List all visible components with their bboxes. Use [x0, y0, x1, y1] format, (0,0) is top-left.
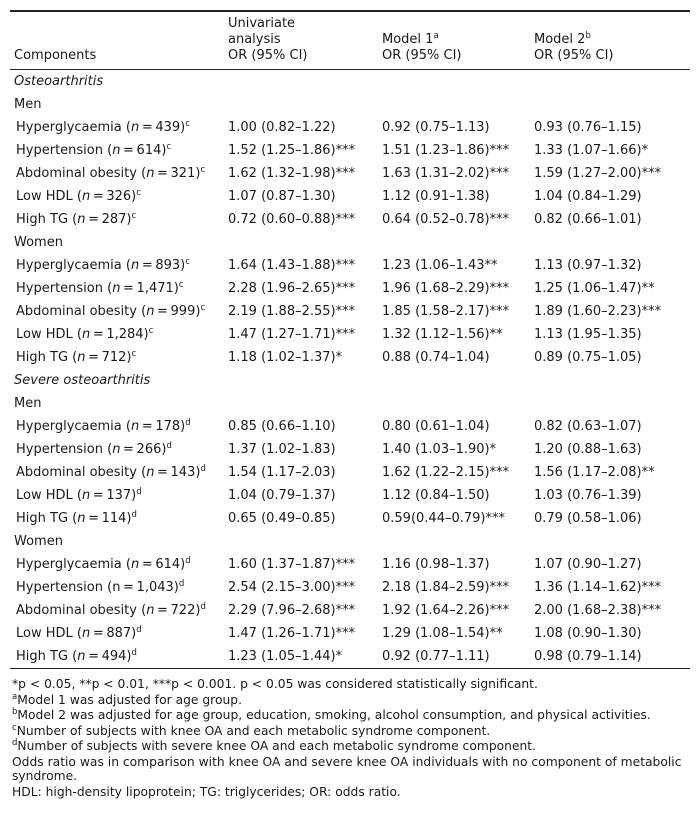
univariate-cell: 0.72 (0.60–0.88)***: [228, 212, 356, 227]
footnote-marker: d: [136, 625, 142, 635]
footnote-marker: d: [185, 556, 191, 566]
header-model1: Model 1$^a$ OR (95% CI): [382, 31, 462, 63]
n-count: 266: [136, 442, 162, 457]
header-univariate: Univariate analysis OR (95% CI): [228, 16, 308, 63]
component-cell: High TG (n = 114)$^d$: [16, 510, 137, 526]
n-symbol: n: [146, 465, 155, 480]
component-label: Hypertension: [16, 143, 103, 158]
table-row: [10, 300, 690, 323]
abbreviations-note: HDL: high-density lipoprotein; TG: triglycerides; OR: odds ratio.: [12, 784, 401, 799]
model1-cell: 1.40 (1.03–1.90)*: [382, 442, 497, 457]
footnote-letter: d: [12, 738, 18, 748]
component-label: Low HDL: [16, 488, 73, 503]
component-cell: Abdominal obesity (n = 999)$^c$: [16, 303, 206, 319]
univariate-cell: 1.07 (0.87–1.30): [228, 189, 336, 204]
component-label: Abdominal obesity: [16, 166, 137, 181]
footnote-marker: c: [131, 349, 137, 359]
footnote-marker: c: [178, 280, 184, 290]
model1-cell: 1.12 (0.84–1.50): [382, 488, 490, 503]
table-row: [10, 622, 690, 645]
component-label: Low HDL: [16, 189, 73, 204]
n-symbol: n: [81, 189, 91, 204]
component-cell: Hyperglycaemia (n = 178)$^d$: [16, 418, 191, 434]
n-count: 178: [155, 419, 181, 434]
significance-note: *p < 0.05, **p < 0.01, ***p < 0.001. p < 0.05 was considered statistically significant.: [12, 677, 538, 691]
model2-cell: 1.04 (0.84–1.29): [534, 189, 642, 204]
model1-cell: 1.16 (0.98–1.37): [382, 557, 490, 572]
table-row: [10, 323, 690, 346]
n-count: 143: [170, 465, 196, 480]
univariate-cell: 1.52 (1.25–1.86)***: [228, 143, 356, 158]
component-label: High TG: [16, 212, 69, 227]
n-count: 114: [101, 511, 127, 526]
n-symbol: n: [130, 419, 140, 434]
group-row: [10, 231, 690, 254]
footnote-marker: d: [131, 510, 137, 520]
n-symbol: n: [112, 143, 121, 158]
model2-cell: 0.79 (0.58–1.06): [534, 511, 642, 526]
model1-cell: 1.63 (1.31–2.02)***: [382, 166, 510, 181]
table-header: [10, 11, 690, 70]
univariate-cell: 1.60 (1.37–1.87)***: [228, 557, 356, 572]
n-count: 614: [155, 557, 181, 572]
model1-cell: 1.32 (1.12–1.56)**: [382, 327, 503, 342]
univariate-cell: 2.29 (7.96–2.68)***: [228, 603, 356, 618]
model2-cell: 1.36 (1.14–1.62)***: [534, 580, 662, 595]
footnote-text: Model 2 was adjusted for age group, education, smoking, alcohol consumption, and physical activities.: [17, 708, 651, 722]
n-count: 494: [101, 649, 127, 664]
n-count: 326: [106, 189, 132, 204]
section-title: Severe osteoarthritis: [14, 373, 151, 388]
univariate-cell: 0.65 (0.49–0.85): [228, 511, 336, 526]
n-symbol: n: [112, 580, 121, 595]
component-cell: Abdominal obesity (n = 722)$^d$: [16, 602, 206, 618]
component-label: Hyperglycaemia: [16, 557, 122, 572]
component-cell: Hyperglycaemia (n = 614)$^d$: [16, 556, 191, 572]
footnote: [12, 693, 690, 708]
group-title: Women: [14, 235, 63, 250]
univariate-cell: 1.00 (0.82–1.22): [228, 120, 336, 135]
component-cell: Low HDL (n = 887)$^d$: [16, 625, 142, 641]
component-cell: Low HDL (n = 1,284)$^c$: [16, 326, 154, 342]
model2-cell: 1.08 (0.90–1.30): [534, 626, 642, 641]
model1-cell: 1.51 (1.23–1.86)***: [382, 143, 510, 158]
model1-cell: 1.62 (1.22–2.15)***: [382, 465, 510, 480]
footnote-letter: b: [12, 707, 18, 717]
table-body: [10, 70, 690, 669]
footnote-text: Model 1 was adjusted for age group.: [17, 692, 243, 707]
univariate-cell: 1.47 (1.26–1.71)***: [228, 626, 356, 641]
component-cell: Low HDL (n = 137)$^d$: [16, 487, 142, 503]
n-count: 722: [170, 603, 196, 618]
component-label: Hyperglycaemia: [16, 120, 122, 135]
section-title: Osteoarthritis: [14, 74, 104, 89]
univariate-cell: 2.28 (1.96–2.65)***: [228, 281, 356, 296]
footnote: [12, 708, 690, 723]
header-components: Components: [14, 48, 97, 63]
n-count: 137: [106, 488, 132, 503]
footnote-marker: c: [185, 119, 190, 129]
table-row: [10, 139, 690, 162]
table-row: [10, 645, 690, 669]
table-row: [10, 415, 690, 438]
footnote-letter: c: [12, 722, 17, 733]
model2-cell: 1.07 (0.90–1.27): [534, 557, 642, 572]
model1-cell: 0.64 (0.52–0.78)***: [382, 212, 510, 227]
component-label: Abdominal obesity: [16, 603, 137, 618]
n-count: 439: [155, 120, 181, 135]
footnote-marker: d: [200, 602, 206, 612]
model1-cell: 0.59(0.44–0.79)***: [382, 511, 505, 526]
footnote-marker: c: [148, 326, 154, 336]
univariate-cell: 1.62 (1.32–1.98)***: [228, 166, 356, 181]
model1-cell: 1.23 (1.06–1.43**: [382, 258, 498, 273]
model2-cell: 1.20 (0.88–1.63): [534, 442, 642, 457]
component-label: High TG: [16, 649, 69, 664]
model1-cell: 1.12 (0.91–1.38): [382, 189, 490, 204]
n-symbol: n: [130, 120, 140, 135]
component-label: High TG: [16, 511, 69, 526]
group-title: Men: [14, 396, 42, 411]
table-row: [10, 254, 690, 277]
n-symbol: n: [112, 281, 121, 296]
footnote-marker: c: [200, 303, 206, 313]
model1-cell: 1.29 (1.08–1.54)**: [382, 626, 503, 641]
component-label: Hyperglycaemia: [16, 258, 122, 273]
component-cell: High TG (n = 712)$^c$: [16, 349, 137, 365]
model2-cell: 0.93 (0.76–1.15): [534, 120, 642, 135]
component-label: Abdominal obesity: [16, 465, 137, 480]
component-cell: Hypertension (n = 614)$^c$: [16, 142, 172, 158]
table-row: [10, 599, 690, 622]
n-count: 1,284: [106, 327, 144, 342]
component-cell: Hyperglycaemia (n = 439)$^c$: [16, 119, 190, 135]
table-row: [10, 346, 690, 369]
group-row: [10, 93, 690, 116]
table-row: [10, 277, 690, 300]
univariate-cell: 1.18 (1.02–1.37)*: [228, 350, 343, 365]
component-label: Low HDL: [16, 626, 73, 641]
n-symbol: n: [130, 258, 140, 273]
footnote-letter: a: [12, 691, 18, 702]
component-label: Hypertension: [16, 442, 103, 457]
n-count: 887: [106, 626, 132, 641]
model2-cell: 1.33 (1.07–1.66)*: [534, 143, 649, 158]
model1-cell: 1.92 (1.64–2.26)***: [382, 603, 510, 618]
table-row: [10, 438, 690, 461]
univariate-cell: 0.85 (0.66–1.10): [228, 419, 336, 434]
footnote-marker: d: [136, 487, 142, 497]
model2-cell: 1.89 (1.60–2.23)***: [534, 304, 662, 319]
component-cell: Hypertension (n = 1,471)$^c$: [16, 280, 184, 296]
table-row: [10, 162, 690, 185]
model2-cell: 1.13 (1.95–1.35): [534, 327, 642, 342]
footnote: [12, 739, 690, 754]
model2-cell: 0.98 (0.79–1.14): [534, 649, 642, 664]
n-count: 614: [136, 143, 162, 158]
n-count: 287: [101, 212, 127, 227]
component-label: High TG: [16, 350, 69, 365]
component-label: Low HDL: [16, 327, 73, 342]
group-title: Men: [14, 97, 42, 112]
n-symbol: n: [146, 603, 155, 618]
footnote-list: [10, 693, 690, 754]
model2-cell: 1.59 (1.27–2.00)***: [534, 166, 662, 181]
model1-cell: 0.88 (0.74–1.04): [382, 350, 490, 365]
univariate-cell: 2.54 (2.15–3.00)***: [228, 580, 356, 595]
n-count: 999: [170, 304, 196, 319]
footnote-text: Number of subjects with knee OA and each metabolic syndrome component.: [16, 723, 491, 738]
footnote-text: Number of subjects with severe knee OA and each metabolic syndrome component.: [17, 739, 537, 753]
component-label: Hyperglycaemia: [16, 419, 122, 434]
n-symbol: n: [77, 212, 86, 227]
comparison-note: Odds ratio was in comparison with knee OA and severe knee OA individuals with no component of metabolic syndrome.: [12, 754, 682, 783]
model2-cell: 1.56 (1.17–2.08)**: [534, 465, 655, 480]
section-row: [10, 369, 690, 392]
table-row: [10, 484, 690, 507]
n-symbol: n: [77, 350, 86, 365]
table-row: [10, 461, 690, 484]
footnote-marker: c: [131, 211, 137, 221]
group-row: [10, 530, 690, 553]
odds-ratio-table: [10, 10, 690, 669]
table-row: [10, 116, 690, 139]
univariate-cell: 1.04 (0.79–1.37): [228, 488, 336, 503]
component-cell: Hypertension (n = 266)$^d$: [16, 441, 172, 457]
n-symbol: n: [81, 626, 91, 641]
n-symbol: n: [112, 442, 121, 457]
n-symbol: n: [130, 557, 140, 572]
table-row: [10, 208, 690, 231]
n-symbol: n: [77, 649, 86, 664]
footnote-marker: c: [136, 188, 141, 198]
n-count: 321: [170, 166, 196, 181]
component-label: Hypertension: [16, 281, 103, 296]
footnote-marker: d: [200, 464, 206, 474]
model1-cell: 0.92 (0.77–1.11): [382, 649, 490, 664]
n-symbol: n: [146, 166, 155, 181]
component-label: Hypertension: [16, 580, 103, 595]
component-cell: Hypertension (n = 1,043)$^d$: [16, 579, 185, 595]
univariate-cell: 1.37 (1.02–1.83): [228, 442, 336, 457]
section-row: [10, 70, 690, 94]
footnote-marker: c: [200, 165, 206, 175]
univariate-cell: 2.19 (1.88–2.55)***: [228, 304, 356, 319]
component-cell: High TG (n = 494)$^d$: [16, 648, 137, 664]
footnote-marker: d: [185, 418, 191, 428]
component-cell: Abdominal obesity (n = 143)$^d$: [16, 464, 206, 480]
n-count: 1,043: [136, 580, 174, 595]
model2-cell: 1.25 (1.06–1.47)**: [534, 281, 655, 296]
model2-cell: 0.82 (0.63–1.07): [534, 419, 642, 434]
n-symbol: n: [81, 327, 91, 342]
footnote-marker: d: [131, 648, 137, 658]
component-cell: Low HDL (n = 326)$^c$: [16, 188, 141, 204]
table-row: [10, 185, 690, 208]
univariate-cell: 1.47 (1.27–1.71)***: [228, 327, 356, 342]
group-title: Women: [14, 534, 63, 549]
component-label: Abdominal obesity: [16, 304, 137, 319]
component-cell: Abdominal obesity (n = 321)$^c$: [16, 165, 206, 181]
model2-cell: 2.00 (1.68–2.38)***: [534, 603, 662, 618]
model1-cell: 1.96 (1.68–2.29)***: [382, 281, 510, 296]
n-symbol: n: [81, 488, 91, 503]
component-cell: Hyperglycaemia (n = 893)$^c$: [16, 257, 190, 273]
model2-cell: 0.82 (0.66–1.01): [534, 212, 642, 227]
table-notes: [10, 677, 690, 799]
model1-cell: 0.80 (0.61–1.04): [382, 419, 490, 434]
footnote-marker: d: [178, 579, 185, 589]
univariate-cell: 1.64 (1.43–1.88)***: [228, 258, 356, 273]
footnote-marker: d: [166, 441, 172, 451]
footnote-marker: c: [185, 257, 190, 267]
model1-cell: 2.18 (1.84–2.59)***: [382, 580, 510, 595]
footnote-marker: c: [166, 142, 172, 152]
model1-cell: 0.92 (0.75–1.13): [382, 120, 490, 135]
model2-cell: 0.89 (0.75–1.05): [534, 350, 642, 365]
n-count: 893: [155, 258, 181, 273]
univariate-cell: 1.23 (1.05–1.44)*: [228, 649, 343, 664]
table-row: [10, 553, 690, 576]
group-row: [10, 392, 690, 415]
header-model2: Model 2$^b$ OR (95% CI): [534, 31, 614, 63]
model2-cell: 1.13 (0.97–1.32): [534, 258, 642, 273]
n-symbol: n: [146, 304, 155, 319]
table-row: [10, 576, 690, 599]
footnote: [12, 724, 690, 739]
n-symbol: n: [77, 511, 86, 526]
n-count: 1,471: [136, 281, 174, 296]
component-cell: High TG (n = 287)$^c$: [16, 211, 137, 227]
model2-cell: 1.03 (0.76–1.39): [534, 488, 642, 503]
table-row: [10, 507, 690, 530]
model1-cell: 1.85 (1.58–2.17)***: [382, 304, 510, 319]
univariate-cell: 1.54 (1.17–2.03): [228, 465, 336, 480]
n-count: 712: [101, 350, 127, 365]
